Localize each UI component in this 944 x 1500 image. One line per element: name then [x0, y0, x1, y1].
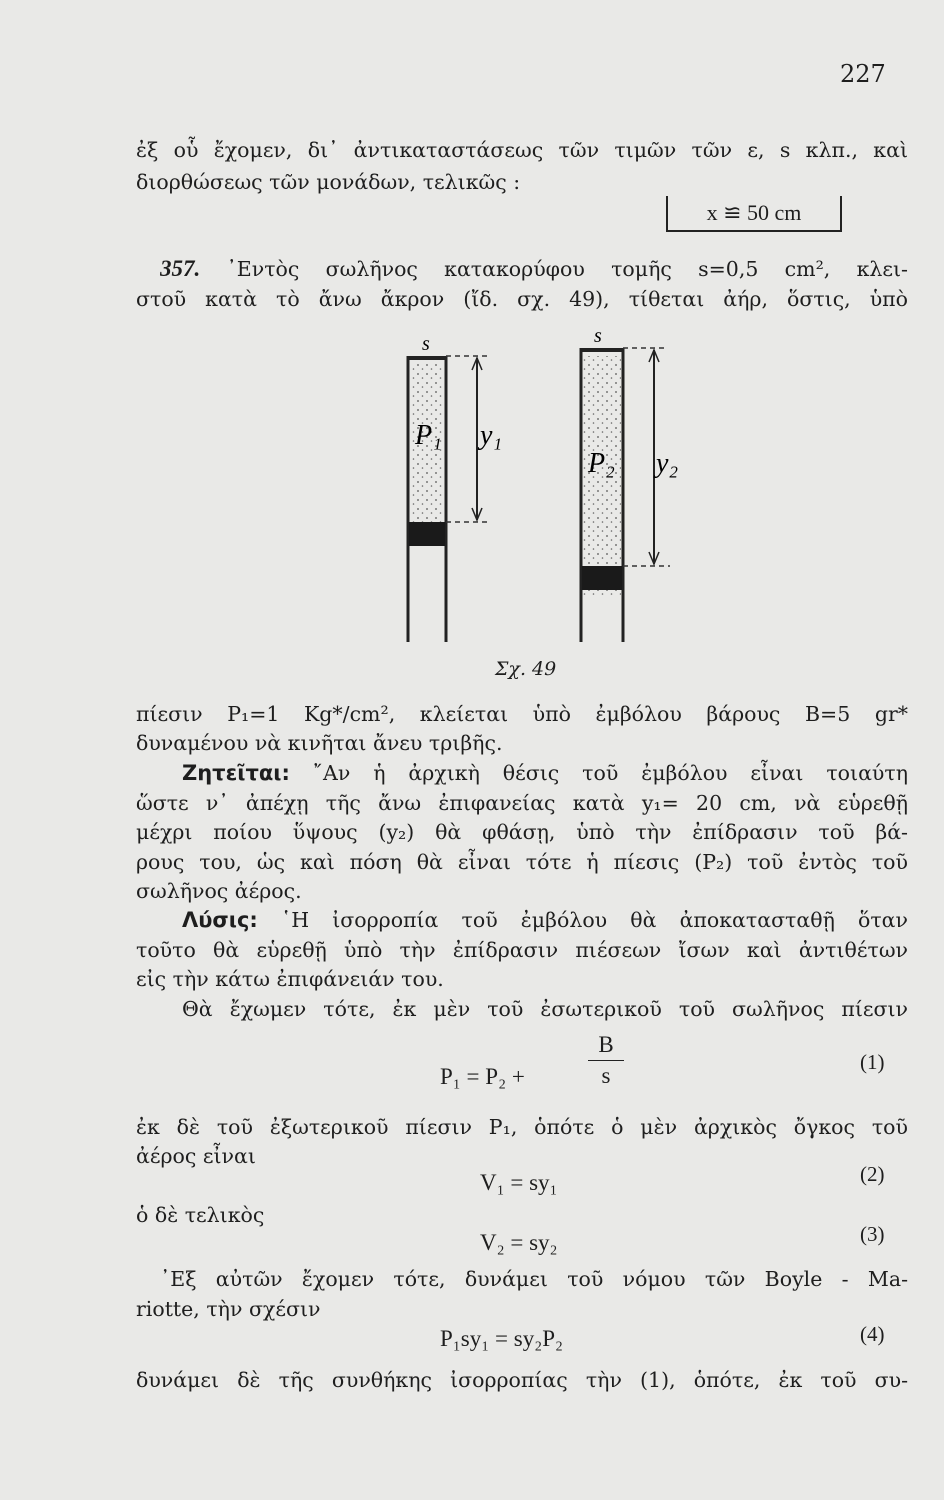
label-y2: y₂ — [656, 448, 679, 479]
tube-right — [581, 348, 670, 642]
equation-4: P₁sy₁ = sy₂P₂ — [440, 1326, 564, 1351]
boxed-result: x ≌ 50 cm — [666, 196, 842, 232]
text-line: ἐξ οὗ ἔχομεν, δι᾽ ἀντικαταστάσεως τῶν τιμῶν τῶν ε, s κλπ., καὶ — [136, 138, 908, 162]
lysis-line-1 — [182, 906, 908, 934]
equation-4-number: (4) — [860, 1322, 885, 1346]
text-line: εἰς τὴν κάτω ἐπιφάνειάν του. — [136, 967, 444, 991]
zitoumeno-line-1 — [182, 759, 908, 787]
label-y1: y₁ — [480, 420, 503, 451]
text-line: ῾Η ἰσορροπία τοῦ ἐμβόλου θὰ ἀποκατασταθῇ ὅταν — [280, 908, 908, 932]
text-line: ὥστε ν᾽ ἀπέχῃ τῆς ἄνω ἐπιφανείας κατὰ y₁= 20 cm, νὰ εὑρεθῇ — [136, 791, 908, 815]
text-line: ρους του, ὡς καὶ πόση θὰ εἶναι τότε ἡ πίεσις (P₂) τοῦ ἐντὸς τοῦ — [136, 850, 908, 874]
text-line: σωλῆνος ἀέρος. — [136, 879, 302, 903]
text-line: Θὰ ἔχωμεν τότε, ἐκ μὲν τοῦ ἐσωτερικοῦ τοῦ σωλῆνος πίεσιν — [182, 997, 908, 1021]
text-line: ἐκ δὲ τοῦ ἐξωτερικοῦ πίεσιν P₁, ὁπότε ὁ μὲν ἀρχικὸς ὄγκος τοῦ — [136, 1115, 908, 1139]
fraction-numerator: B — [588, 1030, 624, 1061]
piston-left — [409, 522, 445, 546]
text-line: δυναμένου νὰ κινῆται ἄνευ τριβῆς. — [136, 731, 503, 755]
problem-number: 357. — [160, 256, 201, 281]
text-line: μέχρι ποίου ὕψους (y₂) θὰ φθάσῃ, ὑπὸ τὴν ἐπίδρασιν τοῦ βά- — [136, 820, 908, 844]
text-line: διορθώσεως τῶν μονάδων, τελικῶς : — [136, 170, 521, 194]
equation-1-fraction — [588, 1030, 624, 1091]
equation-2-number: (2) — [860, 1162, 885, 1186]
zitoumeno-label: Ζητεῖται: — [182, 761, 290, 785]
problem-357-line-1 — [160, 255, 908, 283]
figure-49-tubes — [380, 326, 700, 656]
lysis-label: Λύσις: — [182, 908, 258, 932]
equation-3-number: (3) — [860, 1222, 885, 1246]
text-line: riotte, τὴν σχέσιν — [136, 1297, 321, 1321]
piston-right — [582, 566, 622, 590]
text-line: τοῦτο θὰ εὑρεθῇ ὑπὸ τὴν ἐπίδρασιν πιέσεων ἴσων καὶ ἀντιθέτων — [136, 938, 908, 962]
text-line: ἀέρος εἶναι — [136, 1144, 256, 1168]
text-line: ὁ δὲ τελικὸς — [136, 1203, 265, 1227]
fraction-denominator: s — [601, 1063, 611, 1088]
label-p1: P₁ — [415, 420, 442, 451]
text-line: ῎Αν ἡ ἀρχικὴ θέσις τοῦ ἐμβόλου εἶναι τοιαύτη — [312, 761, 908, 785]
text-line: δυνάμει δὲ τῆς συνθήκης ἰσορροπίας τὴν (1), ὁπότε, ἐκ τοῦ συ- — [136, 1368, 908, 1392]
page-number: 227 — [840, 60, 886, 88]
equation-1-lhs: P₁ = P₂ + — [440, 1064, 525, 1089]
text-line: ᾽Εξ αὐτῶν ἔχομεν τότε, δυνάμει τοῦ νόμου τῶν Boyle - Ma- — [160, 1267, 908, 1291]
text-line: πίεσιν P₁=1 Kg*/cm², κλείεται ὑπὸ ἐμβόλου βάρους B=5 gr* — [136, 702, 908, 726]
label-s-right: s — [594, 326, 602, 347]
tube-left — [408, 356, 488, 642]
label-p2: P₂ — [588, 448, 615, 479]
figure-caption: Σχ. 49 — [495, 658, 557, 680]
text-line: στοῦ κατὰ τὸ ἄνω ἄκρον (ἴδ. σχ. 49), τίθεται ἀήρ, ὅστις, ὑπὸ — [136, 287, 908, 311]
label-s-left: s — [422, 333, 430, 355]
equation-3: V₂ = sy₂ — [480, 1230, 558, 1255]
equation-2: V₁ = sy₁ — [480, 1170, 558, 1195]
equation-1-number: (1) — [860, 1050, 885, 1074]
text-line: ᾽Εντὸς σωλῆνος κατακορύφου τομῆς s=0,5 cm², κλει- — [226, 257, 908, 281]
